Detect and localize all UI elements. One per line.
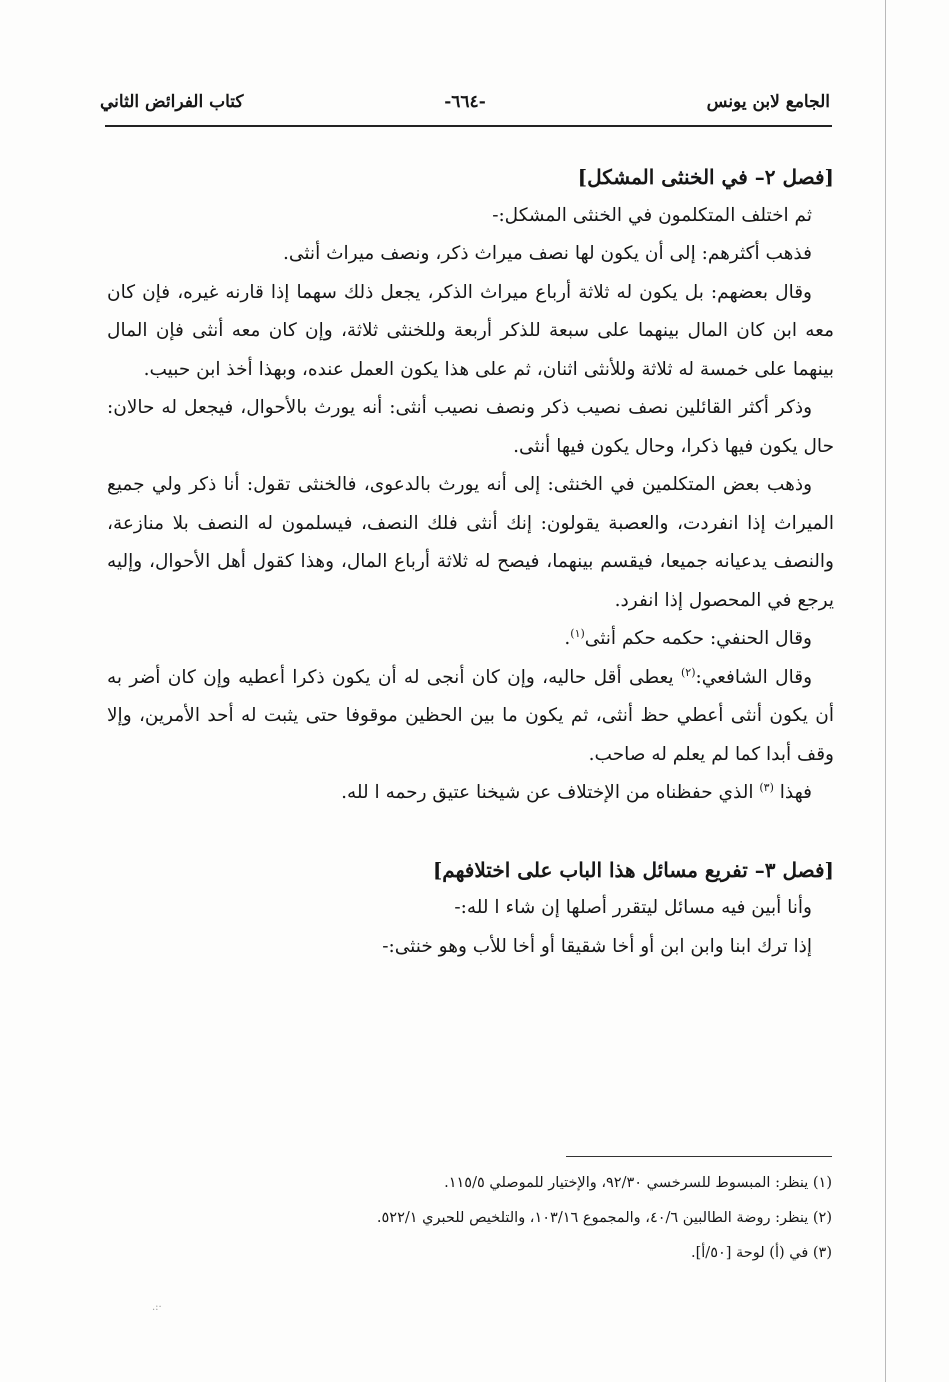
shafii-start: وقال الشافعي: xyxy=(695,666,813,688)
hanafi-paragraph xyxy=(107,620,834,659)
hanafi-text: وقال الحنفي: حكمه حكم أنثى xyxy=(584,628,812,649)
footnote-3: (٣) في (أ) لوحة [٥٠/أ]. xyxy=(691,1245,832,1261)
running-header xyxy=(100,92,830,122)
header-rule xyxy=(105,125,832,127)
paragraph: وذهب بعض المتكلمين في الخنثى: إلى أنه يورث بالدعوى، فالخنثى تقول: أنا ذكر ولي جميع الميراث إذا انفردت، والعصبة يقولون: إنك أنثى فلك النصف، فيسلمون له النصف بلا منازعة، والنصف يدعيانه جميعا، فيقسم بينهما، فيصح له ثلاثة أرباع المال، وهذا كقول أهل الأحوال، وإليه يرجع في المحصول إذا انفرد. xyxy=(107,474,834,611)
closing-paragraph xyxy=(107,774,834,813)
scan-speck: .:· xyxy=(152,1302,162,1313)
shafii-paragraph xyxy=(107,659,834,775)
paragraph: ثم اختلف المتكلمون في الخنثى المشكل:- xyxy=(492,204,812,226)
hanafi-end: . xyxy=(564,628,571,649)
paragraph: وأنا أبين فيه مسائل ليتقرر أصلها إن شاء ا لله:- xyxy=(454,897,812,918)
footnotes xyxy=(300,1166,832,1271)
section-3-heading: [فصل ٣– تفريع مسائل هذا الباب على اختلافهم] xyxy=(432,857,834,882)
section-2-heading: [فصل ٢– في الخنثى المشكل] xyxy=(577,165,834,189)
footnote-2: (٢) ينظر: روضة الطالبين ٤٠/٦، والمجموع ١٠٣/١٦، والتلخيص للحبري ٥٢٢/١. xyxy=(376,1210,832,1226)
footnote-ref-3: (٣) xyxy=(759,780,774,794)
footnote-1: (١) ينظر: المبسوط للسرخسي ٩٢/٣٠، والإختيار للموصلي ١١٥/٥. xyxy=(444,1175,832,1191)
chapter-title: كتاب الفرائض الثاني xyxy=(100,92,244,112)
main-text xyxy=(107,158,834,966)
page-edge-line xyxy=(885,0,886,1382)
footnote-ref-2: (٢) xyxy=(680,665,696,679)
shafii-text: يعطى أقل حاليه، وإن كان أنجى له أن يكون ذكرا أعطيه وإن كان أضر به أن يكون أنثى أعطي حظ أنثى، ثم يكون ما بين الحظين موقوفا حتى يثبت له أحد الأمرين، وإلا وقف أبدا كما لم يعلم له صاحب. xyxy=(107,666,834,765)
paragraph: وذكر أكثر القائلين نصف نصيب ذكر ونصف نصيب أنثى: أنه يورث بالأحوال، فيجعل له حالان: حال يكون فيها ذكرا، وحال يكون فيها أنثى. xyxy=(107,397,834,457)
book-title: الجامع لابن يونس xyxy=(706,92,830,112)
paragraph: إذا ترك ابنا وابن ابن أو أخا شقيقا أو أخا للأب وهو خنثى:- xyxy=(382,935,812,957)
paragraph: فذهب أكثرهم: إلى أن يكون لها نصف ميراث ذكر، ونصف ميراث أنثى. xyxy=(283,243,812,264)
section-spacer xyxy=(107,813,834,851)
closing-text: الذي حفظناه من الإختلاف عن شيخنا عتيق رحمه ا لله. xyxy=(341,782,760,803)
footnote-rule xyxy=(566,1156,832,1157)
page-number: -٦٦٤- xyxy=(444,92,486,112)
footnote-ref-1: (١) xyxy=(570,626,585,640)
paragraph: وقال بعضهم: بل يكون له ثلاثة أرباع ميراث الذكر، يجعل ذلك سهما إذا قارنه غيره، فإن كان معه ابن كان المال بينهما على سبعة للذكر أربعة وللخنثى ثلاثة، وإن كان معه أنثى فإن المال بينهما على خمسة له ثلاثة وللأنثى اثنان، ثم على هذا يكون العمل عنده، وبهذا أخذ ابن حبيب. xyxy=(107,281,834,380)
closing-start: فهذا xyxy=(773,782,812,803)
